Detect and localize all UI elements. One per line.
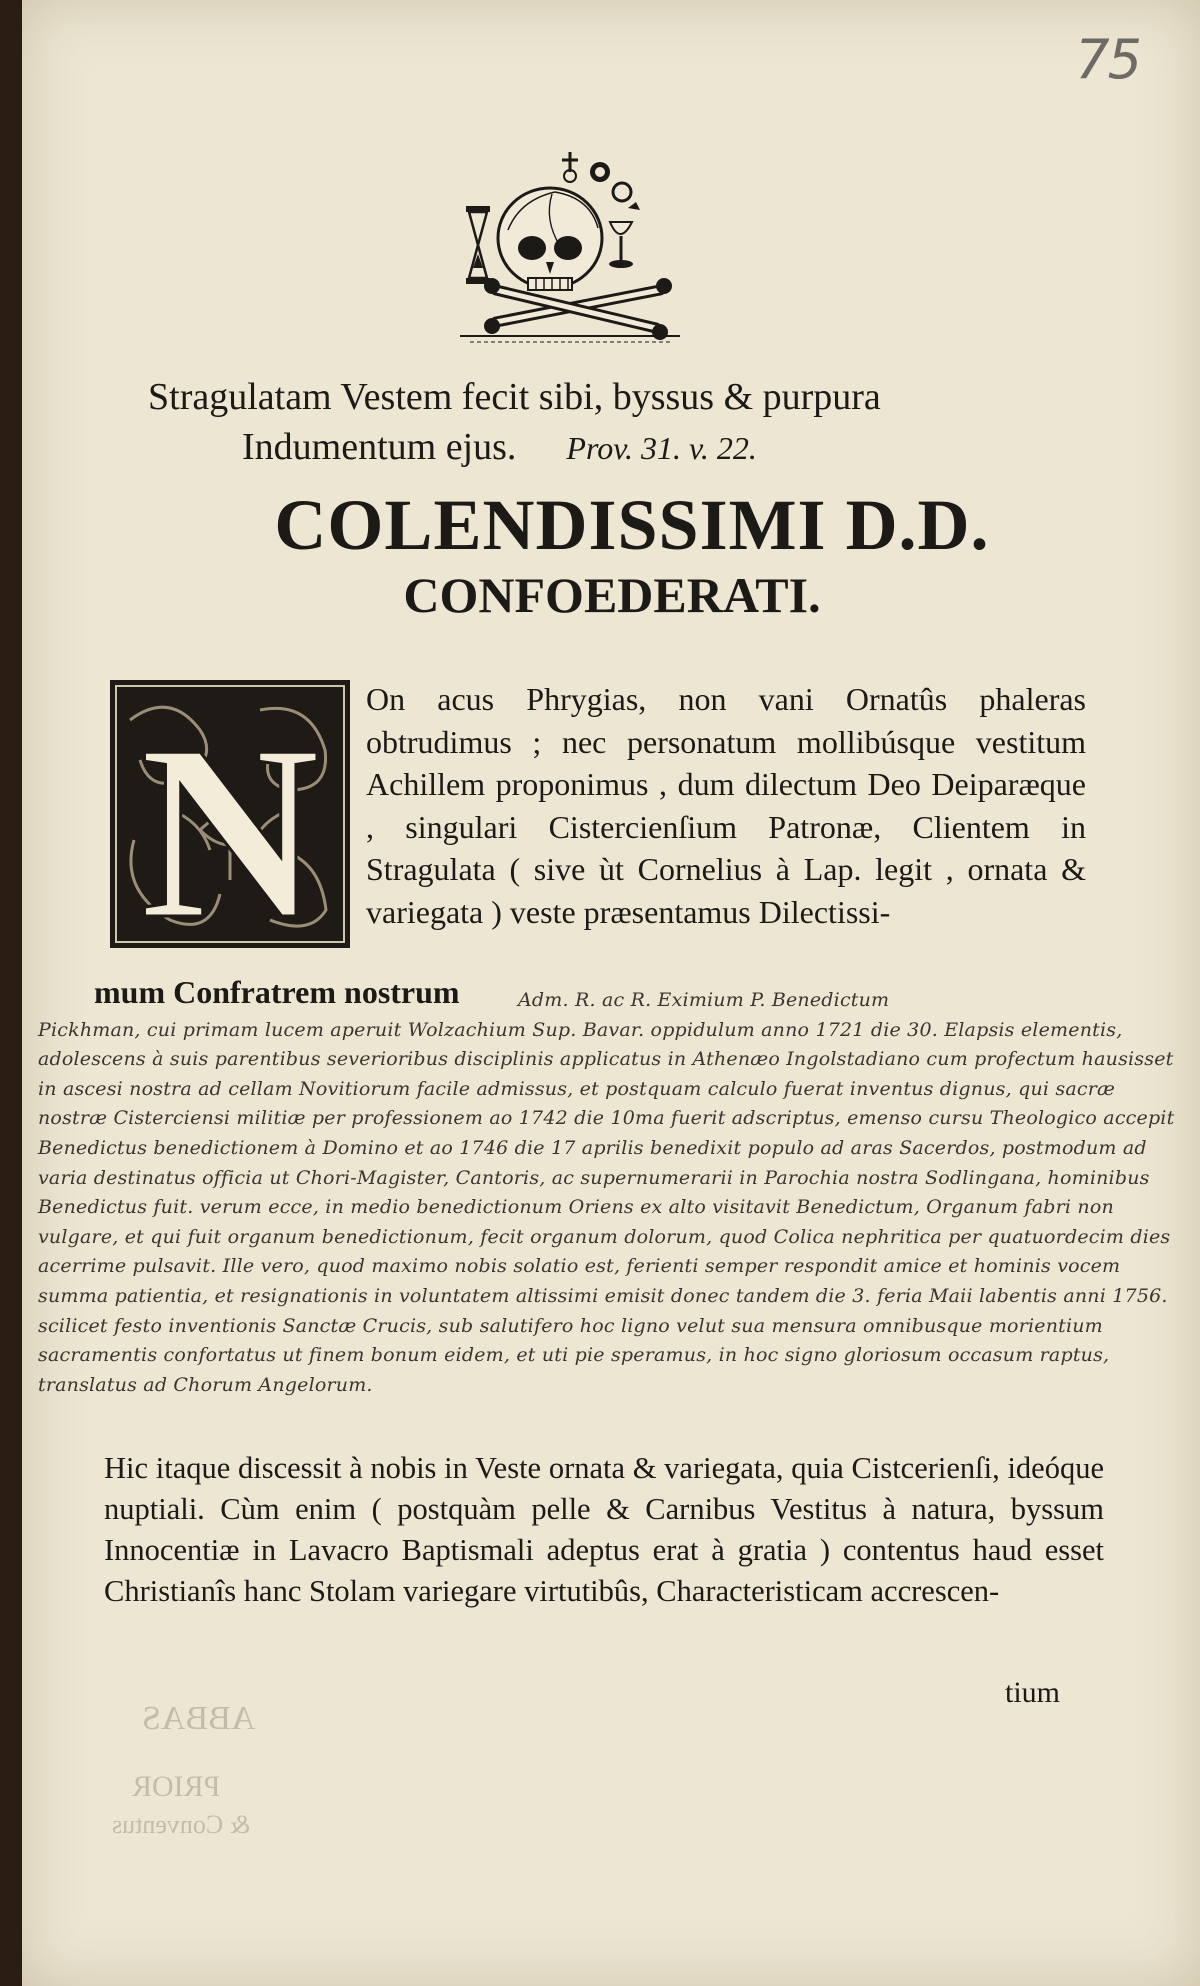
bleed-through-text: ABBAS <box>142 1700 256 1737</box>
bleed-through-text: PRIOR <box>132 1770 221 1803</box>
handwritten-body: Pickhman, cui primam lucem aperuit Wolzachium Sup. Bavar. oppidulum anno 1721 die 30. Elapsis elementis, adolescens à suis parentibus severioribus disciplinis applicatus in Athenæo Ingolstadiano cum profectum hausisset in ascesi nostra ad cellam Novitiorum facile admissus, et postquam calculo fuerat inventus dignus, qui sacræ nostræ Cisterciensi militiæ per professionem ao 1742 die 10ma fuerit adscriptus, emenso cursu Theologico accepit Benedictus benedictionem à Domino et ao 1746 die 17 aprilis benedixit populo ad aras Sacerdos, postmodum ad varia destinatus officia ut Chori-Magister, Cantoris, ac supernumerarii in Parochia nostra Sodlingana, hominibus Benedictus fuit. verum ecce, in medio benedictionum Oriens ex alto visitavit Benedictum, Organum fabri non vulgare, et qui fuit organum benedictionum, fecit organum dolorum, quod Colica nephritica per quatuordecim dies acerrime pulsavit. Ille vero, quod maximo nobis solatio est, ferienti semper respondit amice et hominis vocem summa patientia, et resignationis in voluntatem altissimi emisit donec tandem die 3. feria Maii labentis anni 1756. scilicet festo inventionis Sanctæ Crucis, sub salutifero hoc ligno velut sua mensura omnibusque morientium sacramentis confortatus ut finem bonum eidem, et uti pie speramus, in hoc signo gloriosum occasum raptus, translatus ad Chorum Angelorum. <box>38 1018 1175 1396</box>
epigraph-text: Indumentum ejus. <box>242 426 517 468</box>
paragraph-continuation: mum Confratrem nostrum <box>94 974 460 1010</box>
epigraph-line: Stragulatam Vestem fecit sibi, byssus & purpura <box>148 376 881 418</box>
bleed-through-text: & Conventus <box>112 1810 250 1839</box>
ornamental-initial-n-icon <box>110 680 350 948</box>
scripture-reference: Prov. 31. v. 22. <box>566 430 757 466</box>
document-page <box>22 0 1200 1986</box>
second-paragraph: Hic itaque discessit à nobis in Veste ornata & variegata, quia Cistcerienſi, ideóque nuptiali. Cùm enim ( postquàm pelle & Carnibus Vestitus à natura, byssum Innocentiæ in Lavacro Baptismali adeptus erat à gratia ) contentus haud esset Christianîs hanc Stolam variegare virtutibûs, Characteristicam accrescen- <box>104 1451 1104 1608</box>
dropcap-letter: N <box>139 694 321 948</box>
handwritten-insertion <box>38 986 1188 1400</box>
handwritten-line: Adm. R. ac R. Eximium P. Benedictum <box>518 989 890 1011</box>
memento-mori-skull-crossbones-hourglass-chalice-icon <box>460 150 680 350</box>
page-title: COLENDISSIMI D.D. <box>274 485 990 565</box>
first-paragraph: On acus Phrygias, non vani Ornatûs phaleras obtrudimus ; nec personatum mollibúsque vestitum Achillem proponimus , dum dilectum Deo Deiparæque , singulari Cistercienſium Patronæ, Clientem in Stragulata ( sive ùt Cornelius à Lap. legit , ornata & variegata ) veste præsentamus Dilectissi- <box>366 681 1086 930</box>
page-subtitle: CONFOEDERATI. <box>403 567 821 623</box>
catchword: tium <box>1004 1676 1060 1709</box>
epigraph-line <box>142 422 1062 473</box>
page-number: 75 <box>1075 28 1140 91</box>
epigraph <box>142 372 1062 473</box>
